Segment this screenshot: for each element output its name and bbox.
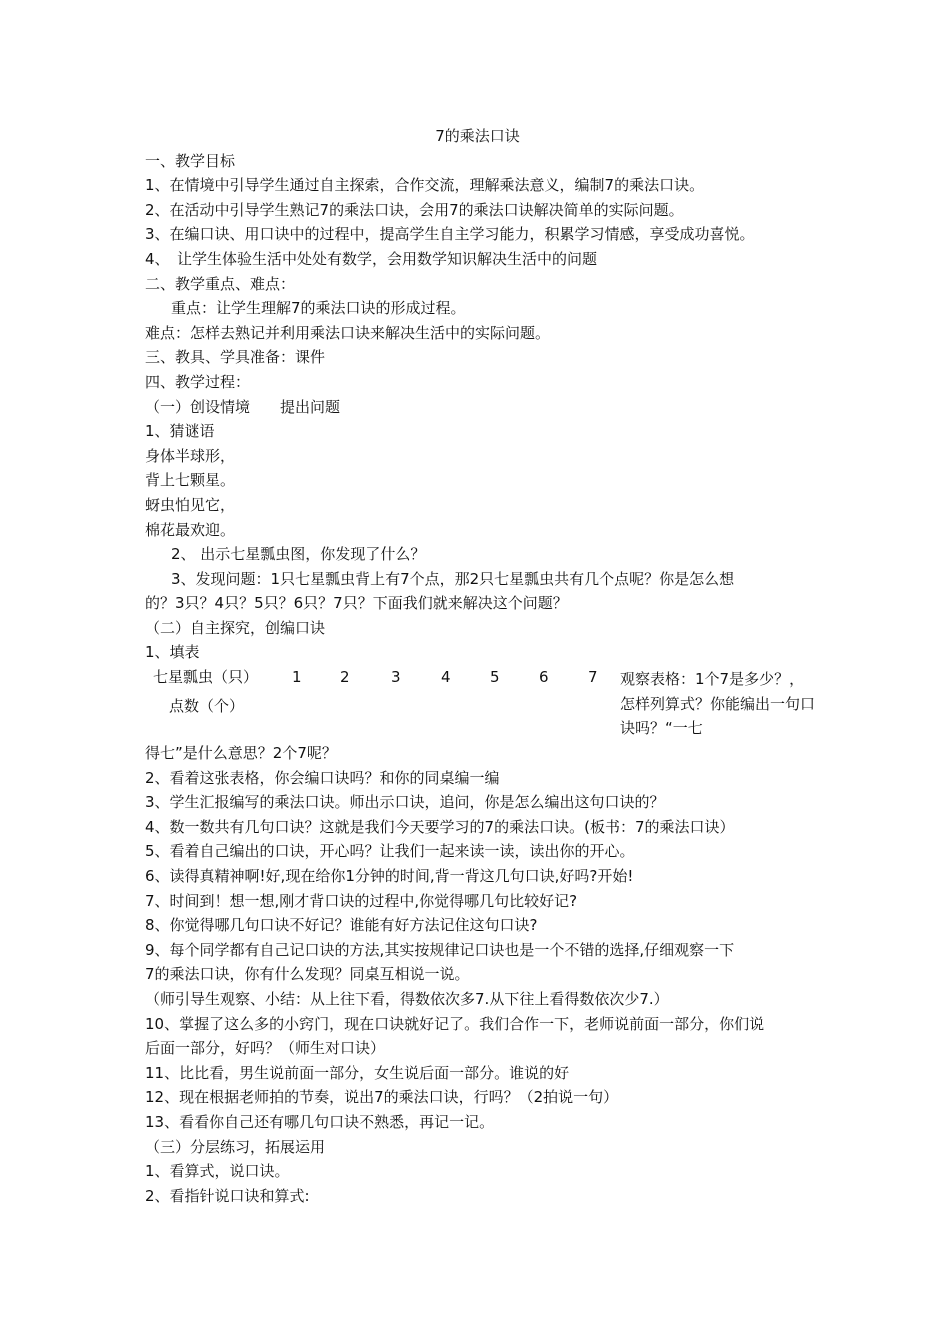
document-page xyxy=(145,124,816,1208)
process-line: 7的乘法口诀，你有什么发现？同桌互相说一说。 xyxy=(145,965,470,984)
question-item-cont: 的？3只？4只？5只？6只？7只？下面我们就来解决这个问题？ xyxy=(145,594,568,613)
goal-item: 4、 让学生体验生活中处处有数学，会用数学知识解决生活中的问题 xyxy=(145,249,598,268)
table-cell: 1 xyxy=(292,668,302,687)
fill-table xyxy=(145,665,816,741)
document-title: 7的乘法口诀 xyxy=(435,127,520,145)
table-row-label: 点数（个） xyxy=(169,697,245,716)
riddle-heading: 1、猜谜语 xyxy=(145,422,215,441)
process-line: 2、看着这张表格，你会编口诀吗？和你的同桌编一编 xyxy=(145,768,500,787)
question-item: 3、发现问题：1只七星瓢虫背上有7个点，那2只七星瓢虫共有几个点呢？你是怎么想 xyxy=(171,569,735,588)
goal-item: 1、在情境中引导学生通过自主探索，合作交流，理解乘法意义，编制7的乘法口诀。 xyxy=(145,176,705,195)
part-heading: （一）创设情境 提出问题 xyxy=(145,397,341,416)
riddle-line: 棉花最欢迎。 xyxy=(145,520,236,539)
process-line: 13、看看你自己还有哪几句口诀不熟悉，再记一记。 xyxy=(145,1112,495,1131)
process-line: 11、比比看，男生说前面一部分，女生说后面一部分。谁说的好 xyxy=(145,1063,570,1082)
process-line: 后面一部分，好吗？（师生对口诀） xyxy=(145,1039,386,1058)
process-line: 10、掌握了这么多的小窍门，现在口诀就好记了。我们合作一下，老师说前面一部分，你们说 xyxy=(145,1014,765,1033)
table-row-label: 七星瓢虫（只） xyxy=(153,668,259,687)
difficult-point: 难点：怎样去熟记并利用乘法口诀来解决生活中的实际问题。 xyxy=(145,323,551,342)
process-line: 6、读得真精神啊!好,现在给你1分钟的时间,背一背这几句口诀,好吗?开始! xyxy=(145,867,634,886)
table-cell: 4 xyxy=(441,668,451,687)
section-heading: 四、教学过程： xyxy=(145,372,251,391)
process-line: 7、时间到！想一想,刚才背口诀的过程中,你觉得哪几句比较好记? xyxy=(145,891,578,910)
fill-table-heading: 1、填表 xyxy=(145,643,200,662)
process-line: 8、你觉得哪几句口诀不好记？谁能有好方法记住这句口诀? xyxy=(145,916,538,935)
riddle-line: 蚜虫怕见它， xyxy=(145,495,236,514)
goal-item: 2、在活动中引导学生熟记7的乘法口诀，会用7的乘法口诀解决简单的实际问题。 xyxy=(145,200,684,219)
section-heading: 二、教学重点、难点： xyxy=(145,274,296,293)
question-item: 2、 出示七星瓢虫图，你发现了什么？ xyxy=(171,545,426,564)
part-heading: （三）分层练习，拓展运用 xyxy=(145,1137,326,1156)
part-heading: （二）自主探究，创编口诀 xyxy=(145,618,326,637)
side-note: 观察表格：1个7是多少？，怎样列算式？你能编出一句口诀吗？“一七 xyxy=(620,670,816,738)
table-cell: 7 xyxy=(588,668,598,687)
key-point: 重点：让学生理解7的乘法口诀的形成过程。 xyxy=(171,299,466,318)
table-cell: 3 xyxy=(391,668,401,687)
process-line: 12、现在根据老师拍的节奏，说出7的乘法口诀，行吗？（2拍说一句） xyxy=(145,1088,619,1107)
section-heading: 三、教具、学具准备：课件 xyxy=(145,348,326,367)
riddle-line: 身体半球形， xyxy=(145,446,236,465)
process-line: 9、每个同学都有自己记口诀的方法,其实按规律记口诀也是一个不错的选择,仔细观察一下 xyxy=(145,940,735,959)
table-cell: 6 xyxy=(539,668,549,687)
section-heading: 一、教学目标 xyxy=(145,151,236,170)
process-line: 5、看着自己编出的口诀，开心吗？让我们一起来读一读，读出你的开心。 xyxy=(145,842,635,861)
process-line: 3、学生汇报编写的乘法口诀。师出示口诀，追问，你是怎么编出这句口诀的？ xyxy=(145,793,665,812)
process-line: 4、数一数共有几句口诀？这就是我们今天要学习的7的乘法口诀。(板书：7的乘法口诀） xyxy=(145,817,735,836)
riddle-line: 背上七颗星。 xyxy=(145,471,236,490)
table-cell: 5 xyxy=(490,668,500,687)
table-cell: 2 xyxy=(340,668,350,687)
goal-item: 3、在编口诀、用口诀中的过程中，提高学生自主学习能力，积累学习情感，享受成功喜悦。 xyxy=(145,225,755,244)
process-line: 得七”是什么意思？2个7呢？ xyxy=(145,744,337,763)
practice-line: 1、看算式，说口诀。 xyxy=(145,1162,290,1181)
process-line: （师引导生观察、小结：从上往下看，得数依次多7.从下往上看得数依次少7.） xyxy=(145,990,669,1008)
practice-line: 2、看指针说口诀和算式: xyxy=(145,1186,310,1205)
